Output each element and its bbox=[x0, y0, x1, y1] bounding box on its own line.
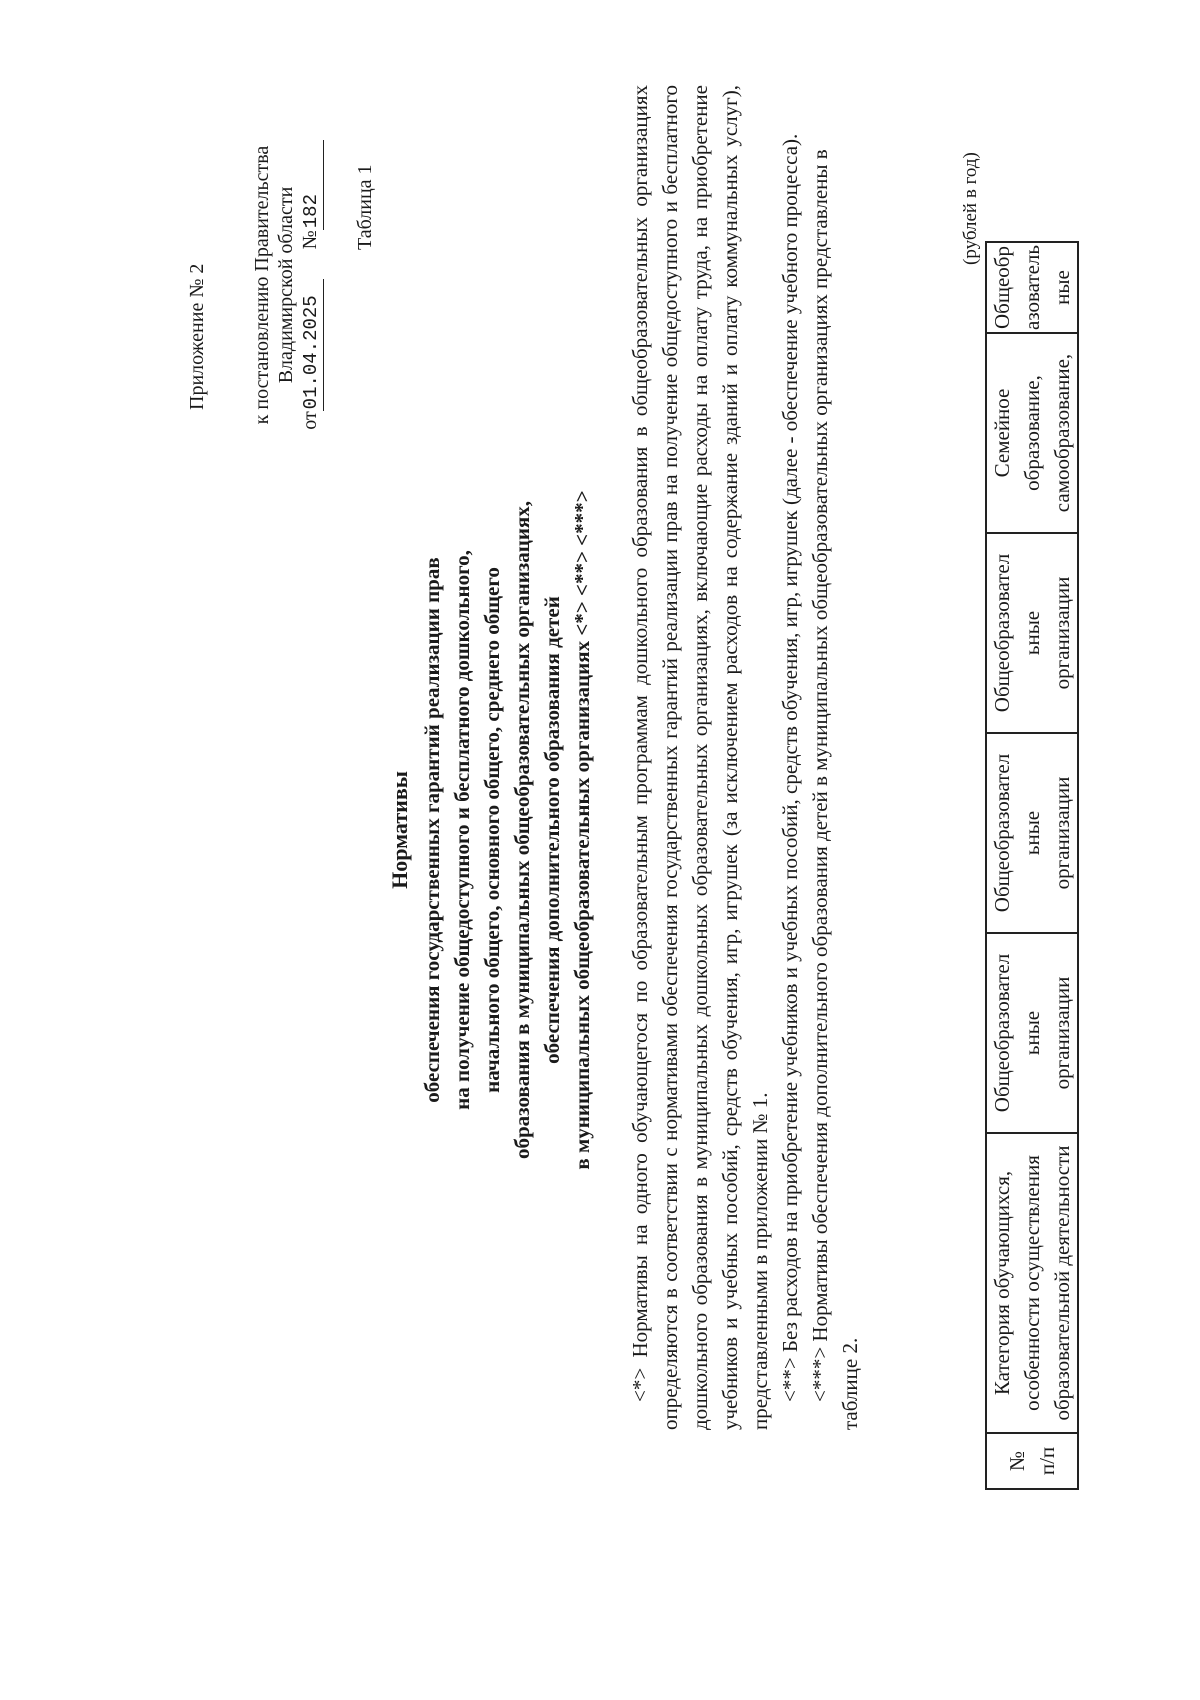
footnote-3: <***> Нормативы обеспечения дополнительного образования детей в муниципальных общеобразовательных организациях представлены в таблице 2. bbox=[808, 149, 862, 1430]
number-prefix: № bbox=[299, 230, 321, 250]
header-line: ные bbox=[1050, 270, 1074, 305]
header-line: организации bbox=[1050, 976, 1074, 1090]
title-line-6: в муниципальных общеобразовательных организациях <*> <**> <***> bbox=[570, 490, 594, 1170]
title-line-2: на получение общедоступного и бесплатного дошкольного, bbox=[450, 550, 474, 1110]
header-line: образование, bbox=[1020, 375, 1044, 491]
norms-table bbox=[985, 241, 1079, 1490]
header-cell-number bbox=[986, 1433, 1078, 1489]
header-line: особенности осуществления bbox=[1020, 1155, 1044, 1411]
header-line: азователь bbox=[1020, 245, 1044, 330]
title-line-0: Нормативы bbox=[387, 771, 412, 889]
date-prefix: от bbox=[299, 411, 321, 430]
decree-number: 182 bbox=[299, 140, 324, 230]
header-cell-org-1 bbox=[986, 933, 1078, 1133]
footnote-2: <**> Без расходов на приобретение учебников и учебных пособий, средств обучения, игр, игрушек (далее - обеспечение учебного процесса). bbox=[778, 133, 802, 1402]
header-cell-org-2 bbox=[986, 733, 1078, 933]
footnotes bbox=[625, 85, 865, 1430]
header-line: Общеобразовател bbox=[990, 553, 1014, 713]
decree-line-1: к постановлению Правительства bbox=[251, 145, 273, 425]
header-line: организации bbox=[1050, 776, 1074, 890]
decree-date-number bbox=[298, 130, 324, 440]
header-line: ьные bbox=[1020, 1010, 1044, 1056]
header-line: Общеобразовател bbox=[990, 753, 1014, 913]
header-line: ьные bbox=[1020, 610, 1044, 656]
header-cell-category bbox=[986, 1133, 1078, 1433]
title-line-5: обеспечения дополнительного образования детей bbox=[540, 596, 564, 1064]
header-line: Семейное bbox=[990, 388, 1014, 478]
table-unit: (рублей в год) bbox=[960, 152, 981, 265]
header-cell-org-3 bbox=[986, 533, 1078, 733]
header-cell-org-4 bbox=[986, 242, 1078, 333]
header-line: ьные bbox=[1020, 810, 1044, 856]
header-line: самообразование, bbox=[1050, 353, 1074, 513]
header-line: Общеобразовател bbox=[990, 953, 1014, 1113]
header-line: п/п bbox=[1035, 1446, 1059, 1476]
header-line: образовательной деятельности bbox=[1050, 1145, 1074, 1421]
header-cell-family-education bbox=[986, 333, 1078, 533]
footnote-1: <*> Нормативы на одного обучающегося по образовательным программам дошкольного образования в общеобразовательных организациях определяются в соответствии с нормативами обеспечения государственных гарантий реализации прав на получение общедоступного и бесплатного дошкольного образования в муниципальных дошкольных образовательных организациях, включающие расходы на оплату труда, на приобретение учебников и учебных пособий, средств обучения, игр, игрушек (за исключением расходов на содержание зданий и оплату коммунальных услуг), представленными в приложении № 1. bbox=[628, 85, 772, 1430]
title-line-4: образования в муниципальных общеобразовательных организациях, bbox=[510, 500, 534, 1160]
title-line-3: начального общего, основного общего, среднего общего bbox=[480, 567, 504, 1093]
table-label: Таблица 1 bbox=[354, 164, 376, 250]
header-line: Общеобр bbox=[990, 246, 1014, 330]
appendix-label: Приложение № 2 bbox=[186, 263, 208, 410]
decree-date: 01.04.2025 bbox=[299, 279, 324, 411]
decree-reference bbox=[250, 130, 324, 440]
header-line: организации bbox=[1050, 576, 1074, 690]
header-line: № bbox=[1005, 1450, 1029, 1472]
document-title bbox=[385, 120, 597, 1540]
header-line: Категория обучающихся, bbox=[990, 1170, 1014, 1396]
decree-line-2: Владимирской области bbox=[275, 186, 297, 384]
title-line-1: обеспечения государственных гарантий реализации прав bbox=[420, 557, 444, 1103]
table-header-row bbox=[986, 242, 1078, 1489]
